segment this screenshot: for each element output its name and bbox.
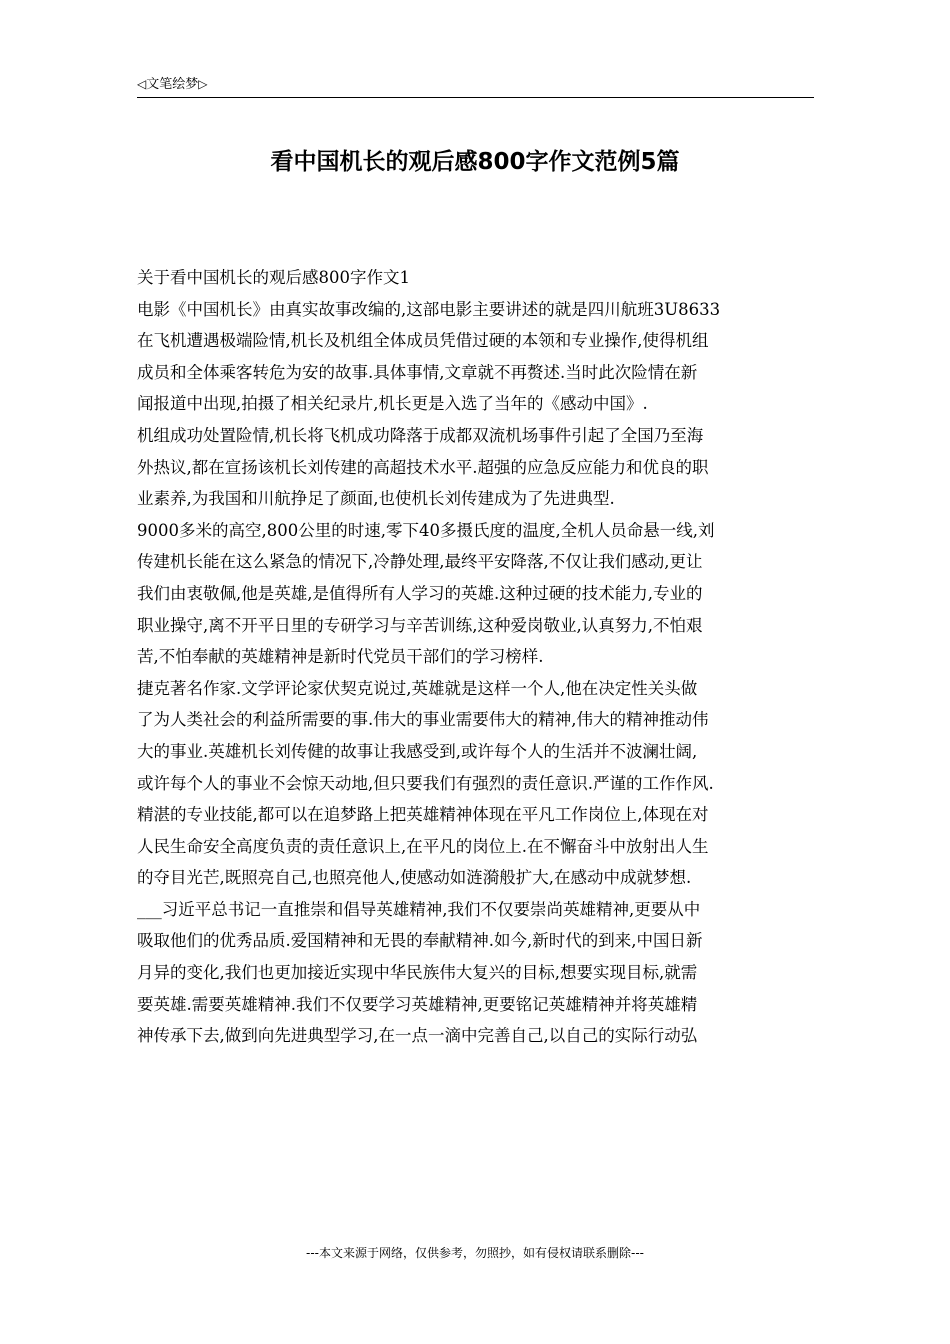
body-line: 要英雄.需要英雄精神.我们不仅要学习英雄精神,更要铭记英雄精神并将英雄精 (137, 994, 698, 1014)
body-line: 成员和全体乘客转危为安的故事.具体事情,文章就不再赘述.当时此次险情在新 (137, 362, 698, 382)
body-line: 的夺目光芒,既照亮自己,也照亮他人,使感动如涟漪般扩大,在感动中成就梦想. (137, 868, 692, 888)
document-body (137, 262, 821, 1052)
body-line: 机组成功处置险情,机长将飞机成功降落于成都双流机场事件引起了全国乃至海 (137, 425, 704, 445)
body-line: 大的事业.英雄机长刘传健的故事让我感受到,或许每个人的生活并不波澜壮阔, (137, 741, 698, 761)
page-header (137, 75, 814, 98)
body-line: 传建机长能在这么紧急的情况下,冷静处理,最终平安降落,不仅让我们感动,更让 (137, 552, 703, 572)
body-line: 职业操守,离不开平日里的专研学习与辛苦训练,这种爱岗敬业,认真努力,不怕艰 (137, 615, 703, 635)
section-heading: 关于看中国机长的观后感800字作文1 (137, 268, 410, 287)
page-footer: ---本文来源于网络，仅供参考，勿照抄，如有侵权请联系删除--- (306, 1246, 644, 1260)
body-line: 人民生命安全高度负责的责任意识上,在平凡的岗位上.在不懈奋斗中放射出人生 (137, 836, 709, 856)
body-line: 我们由衷敬佩,他是英雄,是值得所有人学习的英雄.这种过硬的技术能力,专业的 (137, 583, 703, 603)
body-line: 精湛的专业技能,都可以在追梦路上把英雄精神体现在平凡工作岗位上,体现在对 (137, 805, 709, 825)
body-line: 在飞机遭遇极端险情,机长及机组全体成员凭借过硬的本领和专业操作,使得机组 (137, 331, 709, 351)
left-triangle-icon: ◁ (137, 77, 147, 91)
body-line: 业素养,为我国和川航挣足了颜面,也使机长刘传建成为了先进典型. (137, 489, 615, 509)
body-line: 神传承下去,做到向先进典型学习,在一点一滴中完善自己,以自己的实际行动弘 (137, 1026, 698, 1046)
body-line: ___习近平总书记一直推崇和倡导英雄精神,我们不仅要崇尚英雄精神,更要从中 (137, 899, 701, 919)
header-brand: 文笔绘梦 (146, 77, 199, 92)
body-line: 电影《中国机长》由真实故事改编的,这部电影主要讲述的就是四川航班3U8633 (137, 299, 721, 319)
body-line: 月异的变化,我们也更加接近实现中华民族伟大复兴的目标,想要实现目标,就需 (137, 963, 698, 983)
body-line: 苦,不怕奉献的英雄精神是新时代党员干部们的学习榜样. (137, 647, 544, 667)
body-line: 闻报道中出现,拍摄了相关纪录片,机长更是入选了当年的《感动中国》. (137, 394, 648, 414)
document-title: 看中国机长的观后感800字作文范例5篇 (270, 149, 680, 175)
body-line: 了为人类社会的利益所需要的事.伟大的事业需要伟大的精神,伟大的精神推动伟 (137, 710, 709, 730)
body-line: 吸取他们的优秀品质.爱国精神和无畏的奉献精神.如今,新时代的到来,中国日新 (137, 931, 703, 951)
body-line: 或许每个人的事业不会惊天动地,但只要我们有强烈的责任意识.严谨的工作作风. (137, 773, 714, 793)
body-line: 外热议,都在宣扬该机长刘传建的高超技术水平.超强的应急反应能力和优良的职 (137, 457, 709, 477)
body-line: 9000多米的高空,800公里的时速,零下40多摄氏度的温度,全机人员命悬一线,刘 (137, 520, 715, 540)
body-line: 捷克著名作家.文学评论家伏契克说过,英雄就是这样一个人,他在决定性关头做 (137, 678, 698, 698)
right-triangle-icon: ▷ (198, 77, 208, 91)
